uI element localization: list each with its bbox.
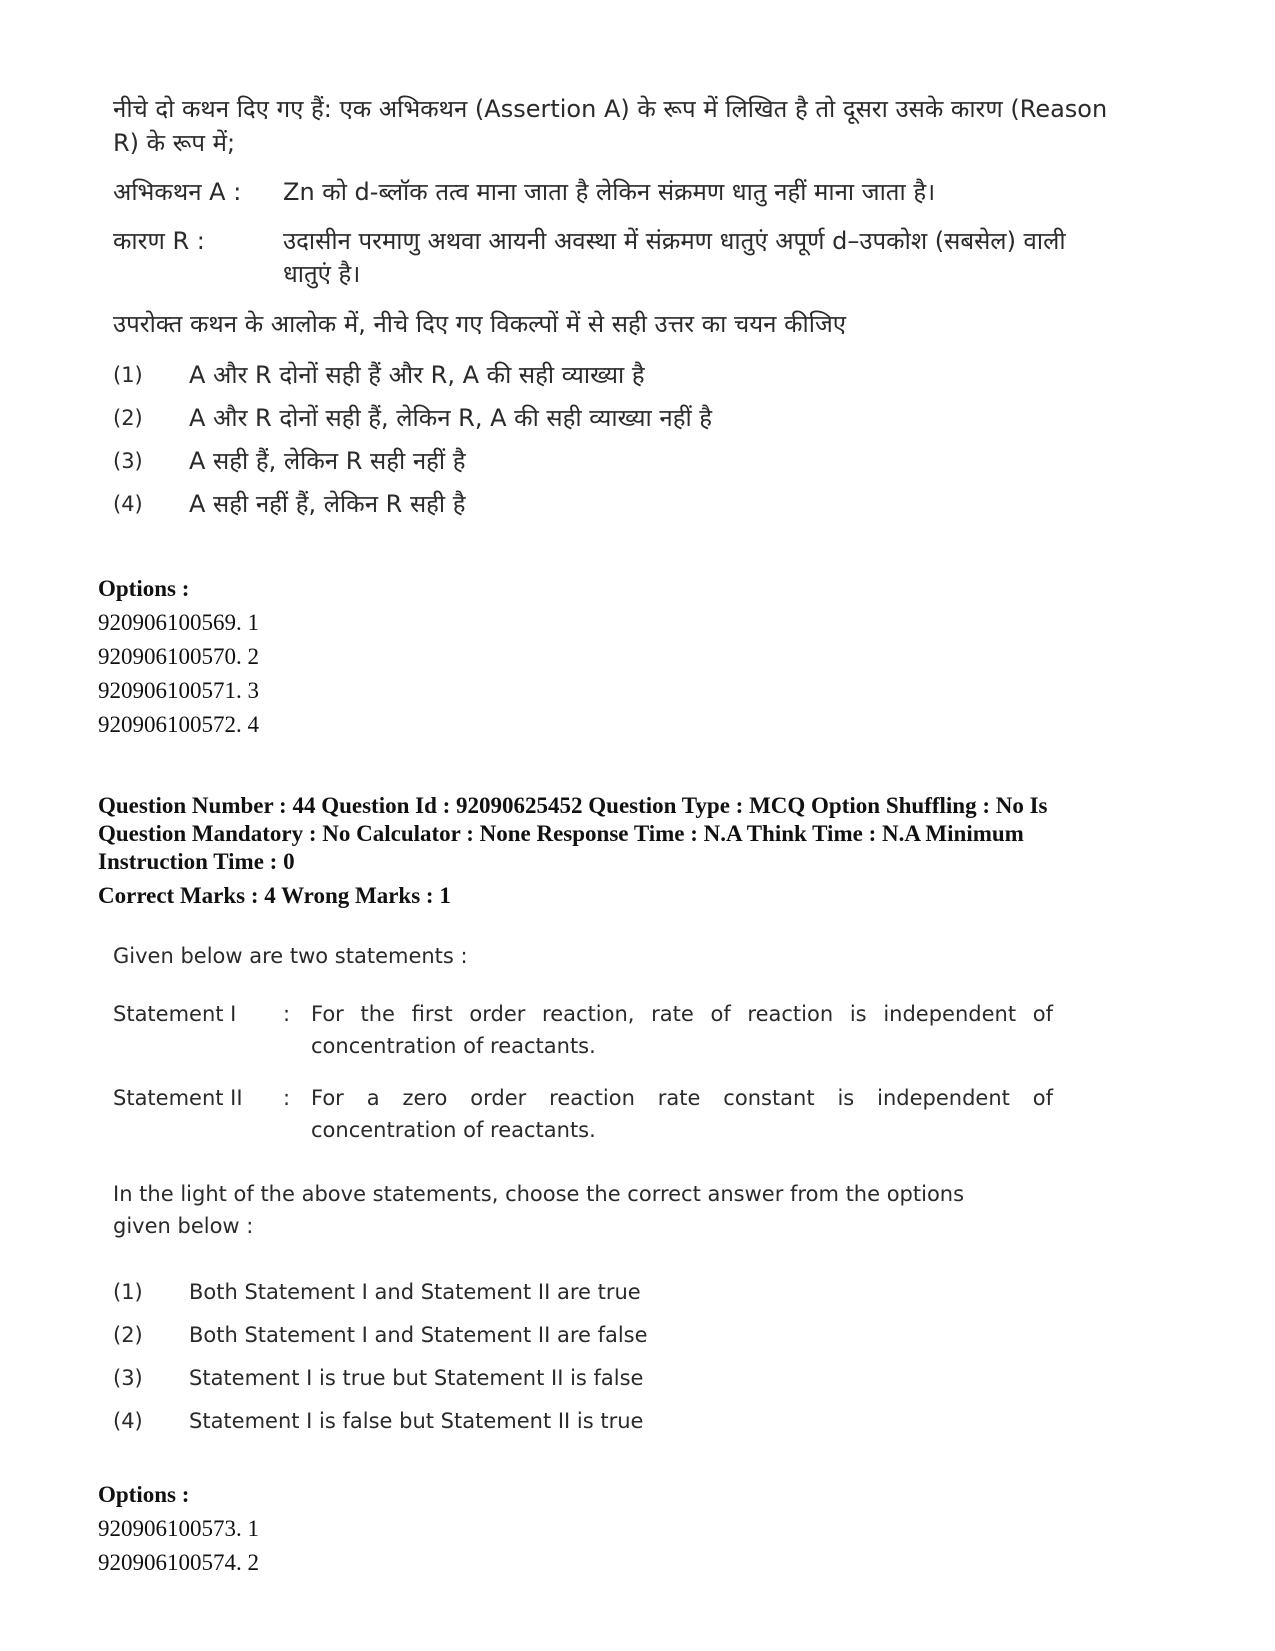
q44-choice-3 (113, 1356, 1053, 1399)
q44-option-id-1: 920906100573. 1 (98, 1516, 259, 1541)
q43-choice-4 (113, 482, 1113, 525)
q43-option-id-3: 920906100571. 3 (98, 678, 259, 703)
q43-assertion-text: Zn को d-ब्लॉक तत्व माना जाता है लेकिन संक्रमण धातु नहीं माना जाता है। (283, 178, 936, 206)
choice-number: (4) (113, 1408, 143, 1433)
q43-options-heading: Options : (98, 576, 190, 601)
q43-options (98, 572, 259, 742)
q44-choice-4 (113, 1399, 1053, 1442)
statement-2-label: Statement II (113, 1086, 243, 1110)
choice-number: (2) (113, 1322, 143, 1347)
q43-choice-3 (113, 439, 1113, 482)
choice-number: (1) (113, 362, 143, 387)
q44-intro: Given below are two statements : (113, 944, 468, 968)
choice-text: A और R दोनों सही हैं, लेकिन R, A की सही व्याख्या नहीं है (189, 404, 713, 432)
q43-option-id-2: 920906100570. 2 (98, 644, 259, 669)
q43-reason-label: कारण R : (113, 227, 205, 255)
choice-text: A सही हैं, लेकिन R सही नहीं है (189, 447, 466, 475)
q44-meta-line-1: Question Number : 44 Question Id : 92090625452 Question Type : MCQ Option Shuffling : No Is (98, 793, 1048, 818)
q44-instruction: In the light of the above statements, choose the correct answer from the options given below : (113, 1182, 965, 1238)
q43-reason-text: उदासीन परमाणु अथवा आयनी अवस्था में संक्रमण धातुएं अपूर्ण d–उपकोश (सबसेल) वाली धातुएं है। (283, 227, 1066, 288)
q44-statement-1-row (113, 998, 1053, 1062)
q43-option-id-1: 920906100569. 1 (98, 610, 259, 635)
choice-number: (3) (113, 1365, 143, 1390)
q44-metadata (98, 792, 1178, 910)
statement-1-text: For the first order reaction, rate of reaction is independent of concentration of reactants. (311, 1002, 1053, 1058)
statement-2-text: For a zero order reaction rate constant is independent of concentration of reactants. (311, 1086, 1053, 1142)
q44-choice-1 (113, 1270, 1053, 1313)
choice-text: A सही नहीं हैं, लेकिन R सही है (189, 490, 466, 518)
question-44-body (113, 940, 1053, 1442)
q43-instruction: उपरोक्त कथन के आलोक में, नीचे दिए गए विकल्पों में से सही उत्तर का चयन कीजिए (113, 310, 847, 338)
choice-number: (4) (113, 491, 143, 516)
q44-marks: Correct Marks : 4 Wrong Marks : 1 (98, 883, 451, 908)
q43-choice-1 (113, 353, 1113, 396)
choice-number: (3) (113, 448, 143, 473)
choice-number: (1) (113, 1279, 143, 1304)
choice-text: Statement I is false but Statement II is true (189, 1408, 644, 1433)
q43-choice-list (113, 353, 1113, 525)
q44-statement-2-row (113, 1082, 1053, 1146)
q43-reason-row (113, 225, 1113, 291)
q44-meta-line-3: Instruction Time : 0 (98, 849, 295, 874)
q43-choice-2 (113, 396, 1113, 439)
choice-text: Both Statement I and Statement II are false (189, 1322, 648, 1347)
choice-number: (2) (113, 405, 143, 430)
q44-meta-line-2: Question Mandatory : No Calculator : None Response Time : N.A Think Time : N.A Minimum (98, 821, 1024, 846)
q44-options (98, 1478, 259, 1580)
choice-text: Both Statement I and Statement II are true (189, 1279, 641, 1304)
q44-options-heading: Options : (98, 1482, 190, 1507)
q44-choice-2 (113, 1313, 1053, 1356)
q43-assertion-row (113, 176, 1113, 209)
statement-1-label: Statement I (113, 1002, 237, 1026)
q44-option-id-2: 920906100574. 2 (98, 1550, 259, 1575)
question-43-body (113, 92, 1113, 525)
q44-choice-list (113, 1270, 1053, 1442)
statement-colon: : (283, 1086, 291, 1110)
q43-intro: नीचे दो कथन दिए गए हैं: एक अभिकथन (Assertion A) के रूप में लिखित है तो दूसरा उसके कारण (Reason R) के रूप में; (113, 95, 1108, 157)
q43-assertion-label: अभिकथन A : (113, 178, 242, 206)
choice-text: Statement I is true but Statement II is false (189, 1365, 644, 1390)
choice-text: A और R दोनों सही हैं और R, A की सही व्याख्या है (189, 361, 645, 389)
q43-option-id-4: 920906100572. 4 (98, 712, 259, 737)
statement-colon: : (283, 1002, 291, 1026)
